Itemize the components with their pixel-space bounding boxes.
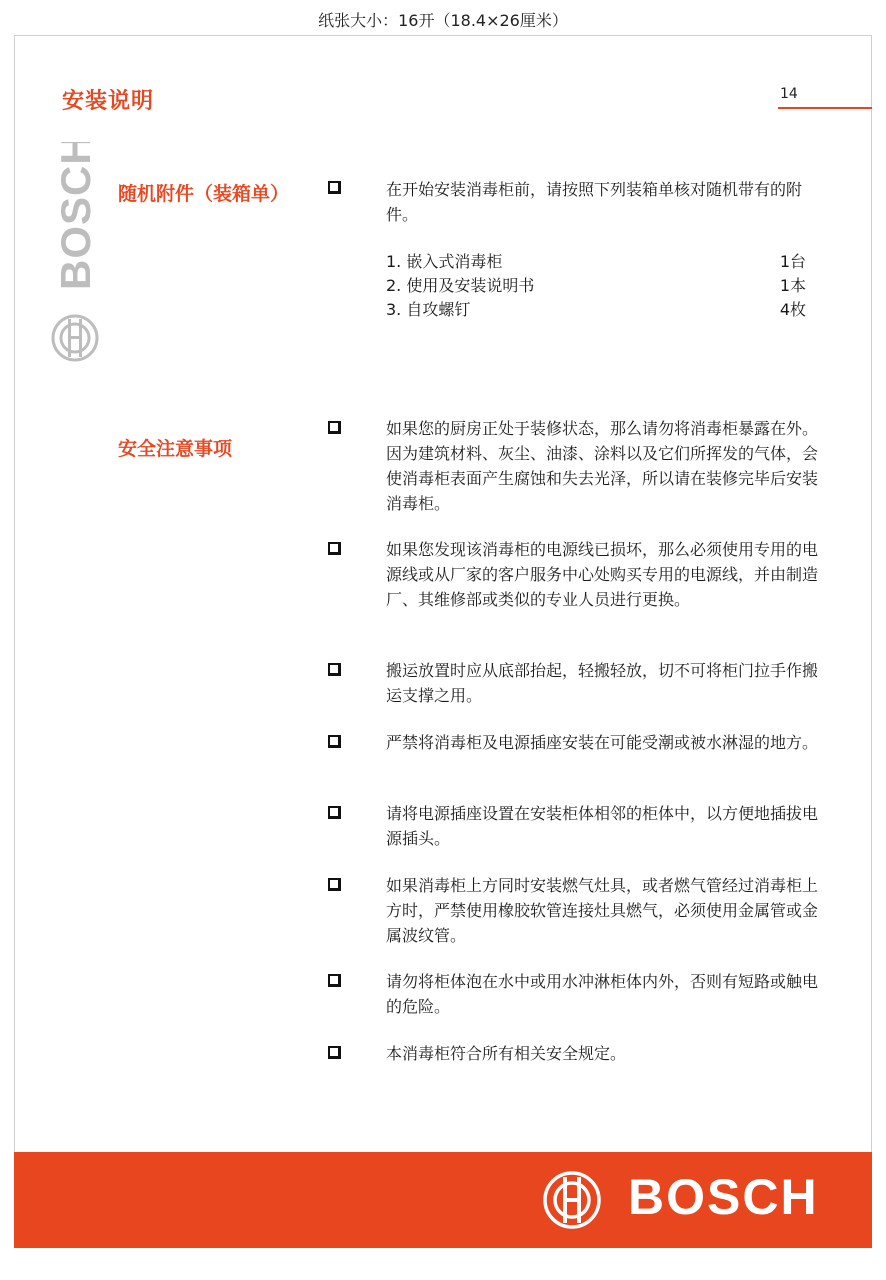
checkbox-icon xyxy=(328,181,341,194)
accessories-intro: 在开始安装消毒柜前，请按照下列装箱单核对随机带有的附件。 xyxy=(386,180,803,224)
safety-item: 如果您发现该消毒柜的电源线已损坏，那么必须使用专用的电源线或从厂家的客户服务中心处购买专用的电源线，并由制造厂、其维修部或类似的专业人员进行更换。 xyxy=(386,540,819,609)
page-number-rule xyxy=(778,107,872,109)
side-brand-text: BOSCH xyxy=(52,142,96,290)
accessory-item-label: 1. 嵌入式消毒柜 xyxy=(386,252,503,271)
checkbox-icon xyxy=(328,974,341,987)
checkbox-icon xyxy=(328,878,341,891)
safety-item: 如果您的厨房正处于装修状态，那么请勿将消毒柜暴露在外。因为建筑材料、灰尘、油漆、涂料以及它们所挥发的气体，会使消毒柜表面产生腐蚀和失去光泽，所以请在装修完毕后安装消毒柜。 xyxy=(386,419,819,513)
safety-item: 严禁将消毒柜及电源插座安装在可能受潮或被水淋湿的地方。 xyxy=(386,733,819,752)
accessory-item xyxy=(386,249,806,273)
bosch-armature-logo-icon xyxy=(50,313,100,363)
bosch-armature-logo-icon xyxy=(542,1170,602,1230)
checkbox-icon xyxy=(328,421,341,434)
page-title: 安装说明 xyxy=(62,89,155,114)
checkbox-icon xyxy=(328,1046,341,1059)
safety-item: 如果消毒柜上方同时安装燃气灶具，或者燃气管经过消毒柜上方时，严禁使用橡胶软管连接灶具燃气，必须使用金属管或金属波纹管。 xyxy=(386,876,819,945)
paper-size-label: 纸张大小：16开（18.4×26厘米） xyxy=(318,11,568,30)
footer-brand-wordmark: BOSCH xyxy=(628,1169,819,1225)
checkbox-icon xyxy=(328,735,341,748)
accessories-heading: 随机附件（装箱单） xyxy=(118,183,290,205)
side-brand-wordmark xyxy=(52,142,96,292)
safety-item: 搬运放置时应从底部抬起，轻搬轻放，切不可将柜门拉手作搬运支撑之用。 xyxy=(386,661,819,705)
checkbox-icon xyxy=(328,542,341,555)
accessory-item-label: 3. 自攻螺钉 xyxy=(386,300,471,319)
accessory-item-qty: 1台 xyxy=(779,252,806,271)
safety-item: 请将电源插座设置在安装柜体相邻的柜体中，以方便地插拔电源插头。 xyxy=(386,804,819,848)
accessory-item-qty: 4枚 xyxy=(779,300,806,319)
safety-item: 请勿将柜体泡在水中或用水冲淋柜体内外，否则有短路或触电的危险。 xyxy=(386,972,819,1016)
accessory-item-label: 2. 使用及安装说明书 xyxy=(386,276,535,295)
accessory-item xyxy=(386,297,806,321)
checkbox-icon xyxy=(328,663,341,676)
accessory-item-qty: 1本 xyxy=(779,276,806,295)
page-number: 14 xyxy=(780,86,798,102)
checkbox-icon xyxy=(328,806,341,819)
safety-heading: 安全注意事项 xyxy=(118,438,233,460)
accessory-item xyxy=(386,273,806,297)
safety-item: 本消毒柜符合所有相关安全规定。 xyxy=(386,1044,627,1063)
